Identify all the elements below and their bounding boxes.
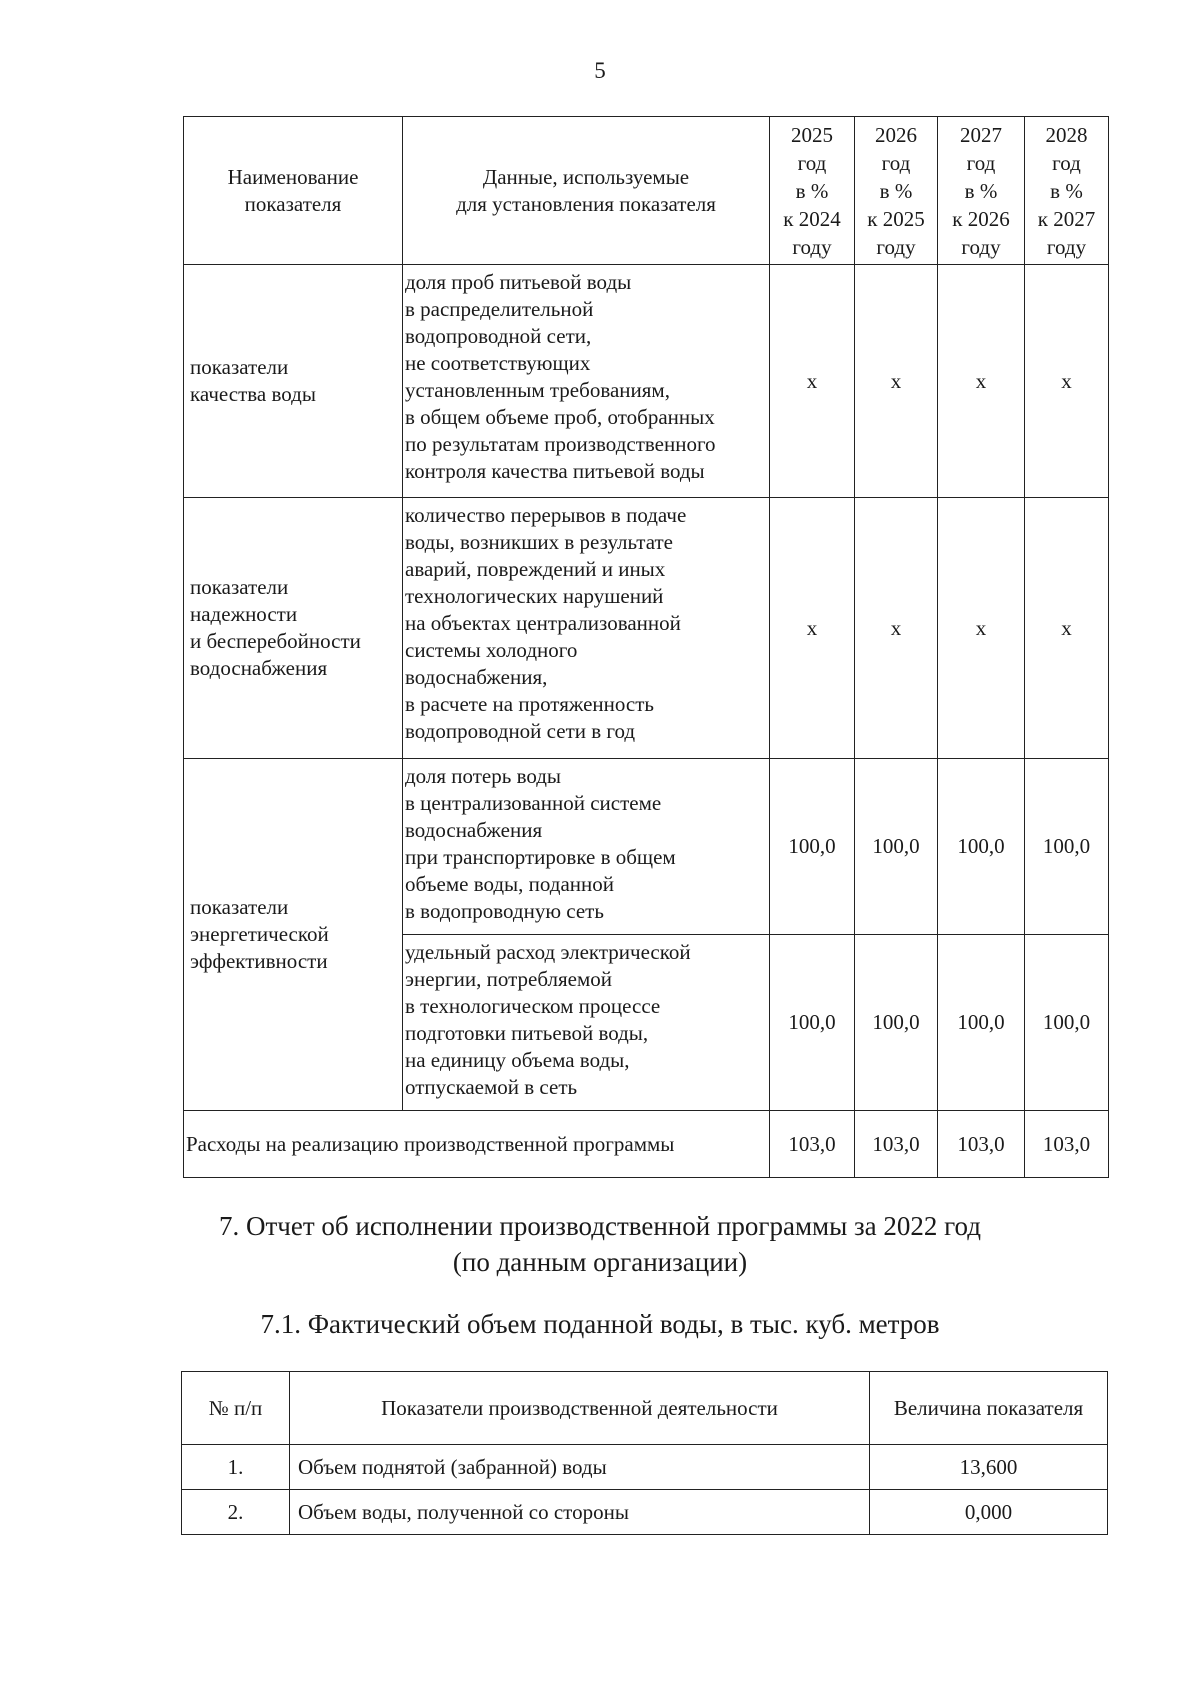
value-cell: х [938,498,1025,759]
text-line: показатели [190,575,289,599]
value-cell: х [1025,265,1109,498]
text-line: при транспортировке в общем [405,845,676,869]
text-line: Наименование [227,164,359,189]
text-line: подготовки питьевой воды, [405,1021,649,1045]
text-line: 2025 [791,122,833,147]
total-value: 103,0 [1025,1111,1109,1178]
header-year-2026 [855,117,938,265]
text-line: доля потерь воды [405,764,562,788]
header-number: № п/п [182,1372,290,1445]
indicator-description [403,759,770,935]
text-line: году [961,234,1001,259]
row-value: 0,000 [870,1490,1108,1535]
value-cell: 100,0 [938,935,1025,1111]
value-cell: 100,0 [1025,759,1109,935]
page-number: 5 [594,58,606,83]
section-7-title: 7. Отчет об исполнении производственной программы за 2022 год [218,1211,982,1241]
header-indicator: Показатели производственной деятельности [290,1372,870,1445]
text-line: к 2025 [867,206,925,231]
text-line: по результатам производственного [405,432,716,456]
header-value: Величина показателя [870,1372,1108,1445]
text-line: в % [1050,178,1083,203]
text-line: водопроводной сети в год [405,719,636,743]
text-line: водоснабжения [405,818,543,842]
text-line: показатели [190,895,289,919]
value-cell: х [770,265,855,498]
text-line: доля проб питьевой воды [405,270,632,294]
header-indicator-data [403,117,770,265]
text-line: воды, возникших в результате [405,530,674,554]
text-line: в % [879,178,913,203]
text-line: объеме воды, поданной [405,872,615,896]
section-7-heading [0,1208,1200,1280]
text-line: год [881,150,911,175]
indicators-table-header [184,117,1109,265]
total-row [184,1111,1109,1178]
value-cell: х [938,265,1025,498]
text-line: 2028 [1045,122,1088,147]
total-label: Расходы на реализацию производственной программы [184,1111,770,1178]
row-number: 2. [182,1490,290,1535]
text-line: технологических нарушений [405,584,664,608]
indicator-description [403,498,770,759]
water-volume-table [181,1371,1108,1535]
text-line: в общем объеме проб, отобранных [405,405,715,429]
total-value: 103,0 [770,1111,855,1178]
indicator-description [403,265,770,498]
text-line: году [1046,234,1087,259]
text-line: на объектах централизованной [405,611,681,635]
text-line: 2026 [875,122,917,147]
section-7-subtitle: (по данным организации) [452,1247,748,1277]
header-year-2028 [1025,117,1109,265]
value-cell: 100,0 [855,935,938,1111]
text-line: показателя [244,191,342,216]
table-row [184,498,1109,759]
text-line: 2027 [960,122,1002,147]
text-line: контроля качества питьевой воды [405,459,705,483]
header-indicator-name [184,117,403,265]
text-line: количество перерывов в подаче [405,503,687,527]
text-line: году [876,234,916,259]
text-line: к 2026 [952,206,1010,231]
header-year-2025 [770,117,855,265]
text-line: к 2027 [1037,206,1096,231]
indicator-description [403,935,770,1111]
text-line: году [792,234,832,259]
text-line: водоснабжения [190,656,328,680]
text-line: эффективности [190,949,328,973]
text-line: в % [964,178,998,203]
row-value: 13,600 [870,1445,1108,1490]
row-number: 1. [182,1445,290,1490]
text-line: на единицу объема воды, [405,1048,630,1072]
text-line: не соответствующих [405,351,591,375]
value-cell: х [855,265,938,498]
text-line: водопроводной сети, [405,324,592,348]
text-line: показатели [190,355,289,379]
value-cell: 100,0 [770,759,855,935]
text-line: системы холодного [405,638,578,662]
text-line: в распределительной [405,297,594,321]
table-row [182,1490,1108,1535]
text-line: в водопроводную сеть [405,899,604,923]
text-line: год [966,150,996,175]
indicators-table [183,116,1109,1178]
text-line: качества воды [190,382,316,406]
value-cell: 100,0 [770,935,855,1111]
table-row [184,759,1109,935]
text-line: энергетической [190,922,329,946]
value-cell: х [1025,498,1109,759]
total-value: 103,0 [938,1111,1025,1178]
text-line: водоснабжения, [405,665,548,689]
header-year-2027 [938,117,1025,265]
value-cell: 100,0 [855,759,938,935]
total-value: 103,0 [855,1111,938,1178]
text-line: в % [795,178,829,203]
text-line: надежности [190,602,298,626]
value-cell: х [770,498,855,759]
value-cell: 100,0 [938,759,1025,935]
text-line: отпускаемой в сеть [405,1075,578,1099]
table-row [182,1445,1108,1490]
text-line: энергии, потребляемой [405,967,613,991]
text-line: к 2024 [783,206,841,231]
indicator-group-name [184,265,403,498]
text-line: и бесперебойности [190,629,361,653]
table-row [184,265,1109,498]
text-line: удельный расход электрической [405,940,691,964]
text-line: установленным требованиям, [405,378,670,402]
row-indicator: Объем поднятой (забранной) воды [290,1445,870,1490]
indicator-group-name [184,498,403,759]
text-line: в технологическом процессе [405,994,661,1018]
text-line: для установления показателя [456,191,716,216]
text-line: Данные, используемые [482,164,690,189]
text-line: год [1052,150,1081,175]
water-volume-table-header [182,1372,1108,1445]
indicator-group-name [184,759,403,1111]
row-indicator: Объем воды, полученной со стороны [290,1490,870,1535]
text-line: год [797,150,827,175]
text-line: в расчете на протяженность [405,692,654,716]
text-line: аварий, повреждений и иных [405,557,666,581]
value-cell: х [855,498,938,759]
section-7-1-heading: 7.1. Фактический объем поданной воды, в тыс. куб. метров [260,1309,940,1339]
value-cell: 100,0 [1025,935,1109,1111]
text-line: в централизованной системе [405,791,662,815]
